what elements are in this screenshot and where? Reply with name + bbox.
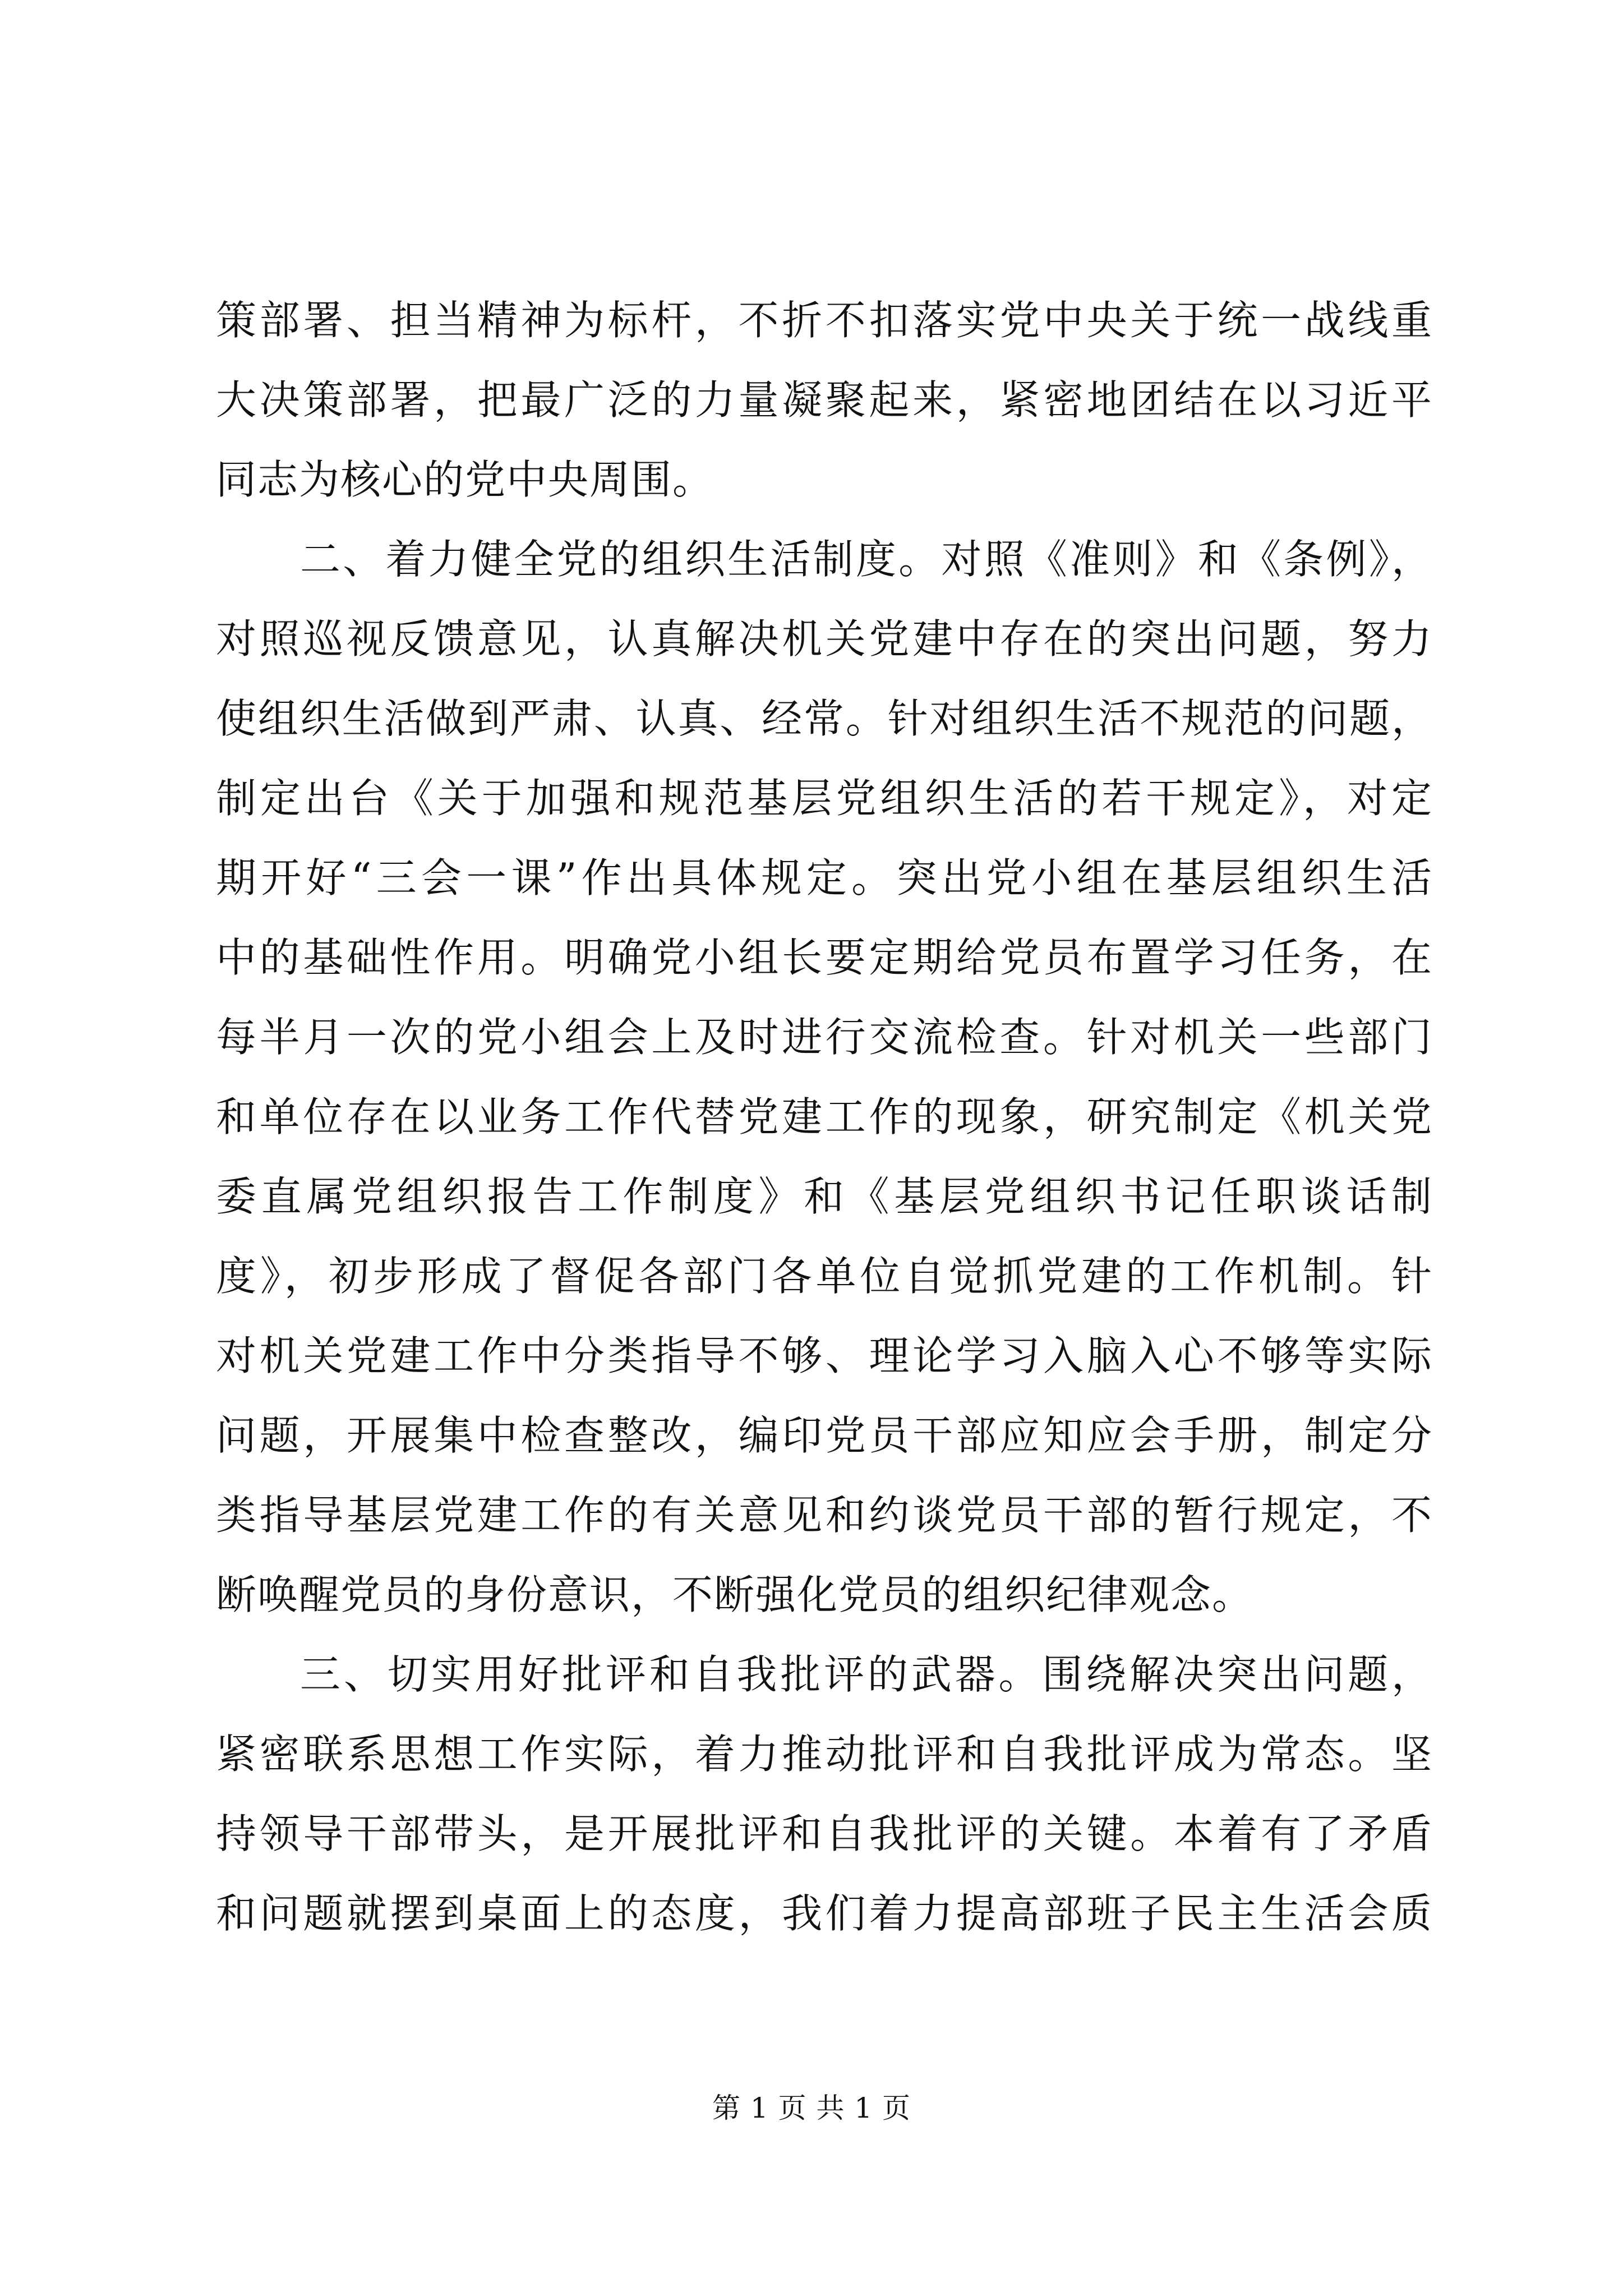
text-line: 同志为核心的党中央周围。 <box>216 456 714 503</box>
text-line: 二、着力健全党的组织生活制度。对照《准则》和《条例》， <box>300 536 1433 583</box>
text-line: 紧密联系思想工作实际，着力推动批评和自我批评成为常态。坚 <box>216 1731 1433 1778</box>
text-line: 断唤醒党员的身份意识，不断强化党员的组织纪律观念。 <box>216 1571 1254 1618</box>
page-number: 第 1 页 共 1 页 <box>712 2092 911 2124</box>
paragraph <box>216 519 1433 1635</box>
text-line: 和问题就摆到桌面上的态度，我们着力提高部班子民主生活会质 <box>216 1890 1433 1937</box>
text-line: 问题，开展集中检查整改，编印党员干部应知应会手册，制定分 <box>216 1412 1433 1459</box>
paragraph <box>216 1635 1433 1953</box>
text-line: 策部署、担当精神为标杆，不折不扣落实党中央关于统一战线重 <box>216 297 1433 344</box>
text-line: 和单位存在以业务工作代替党建工作的现象，研究制定《机关党 <box>216 1093 1433 1140</box>
text-line: 中的基础性作用。明确党小组长要定期给党员布置学习任务，在 <box>216 934 1433 981</box>
text-line: 委直属党组织报告工作制度》和《基层党组织书记任职谈话制 <box>216 1173 1433 1220</box>
text-line: 使组织生活做到严肃、认真、经常。针对组织生活不规范的问题， <box>216 695 1433 742</box>
text-line: 三、切实用好批评和自我批评的武器。围绕解决突出问题， <box>300 1651 1433 1698</box>
text-line: 对机关党建工作中分类指导不够、理论学习入脑入心不够等实际 <box>216 1332 1433 1379</box>
text-line: 度》，初步形成了督促各部门各单位自觉抓党建的工作机制。针 <box>216 1253 1433 1300</box>
document-body <box>216 280 1433 1953</box>
text-line: 对照巡视反馈意见，认真解决机关党建中存在的突出问题，努力 <box>216 615 1433 662</box>
paragraph <box>216 280 1433 519</box>
text-line: 类指导基层党建工作的有关意见和约谈党员干部的暂行规定，不 <box>216 1492 1433 1539</box>
page-footer <box>0 2091 1623 2125</box>
text-line: 持领导干部带头，是开展批评和自我批评的关键。本着有了矛盾 <box>216 1810 1433 1857</box>
text-line: 期开好“三会一课”作出具体规定。突出党小组在基层组织生活 <box>216 854 1433 901</box>
text-line: 大决策部署，把最广泛的力量凝聚起来，紧密地团结在以习近平 <box>216 376 1433 424</box>
text-line: 每半月一次的党小组会上及时进行交流检查。针对机关一些部门 <box>216 1014 1433 1061</box>
text-line: 制定出台《关于加强和规范基层党组织生活的若干规定》，对定 <box>216 775 1433 822</box>
